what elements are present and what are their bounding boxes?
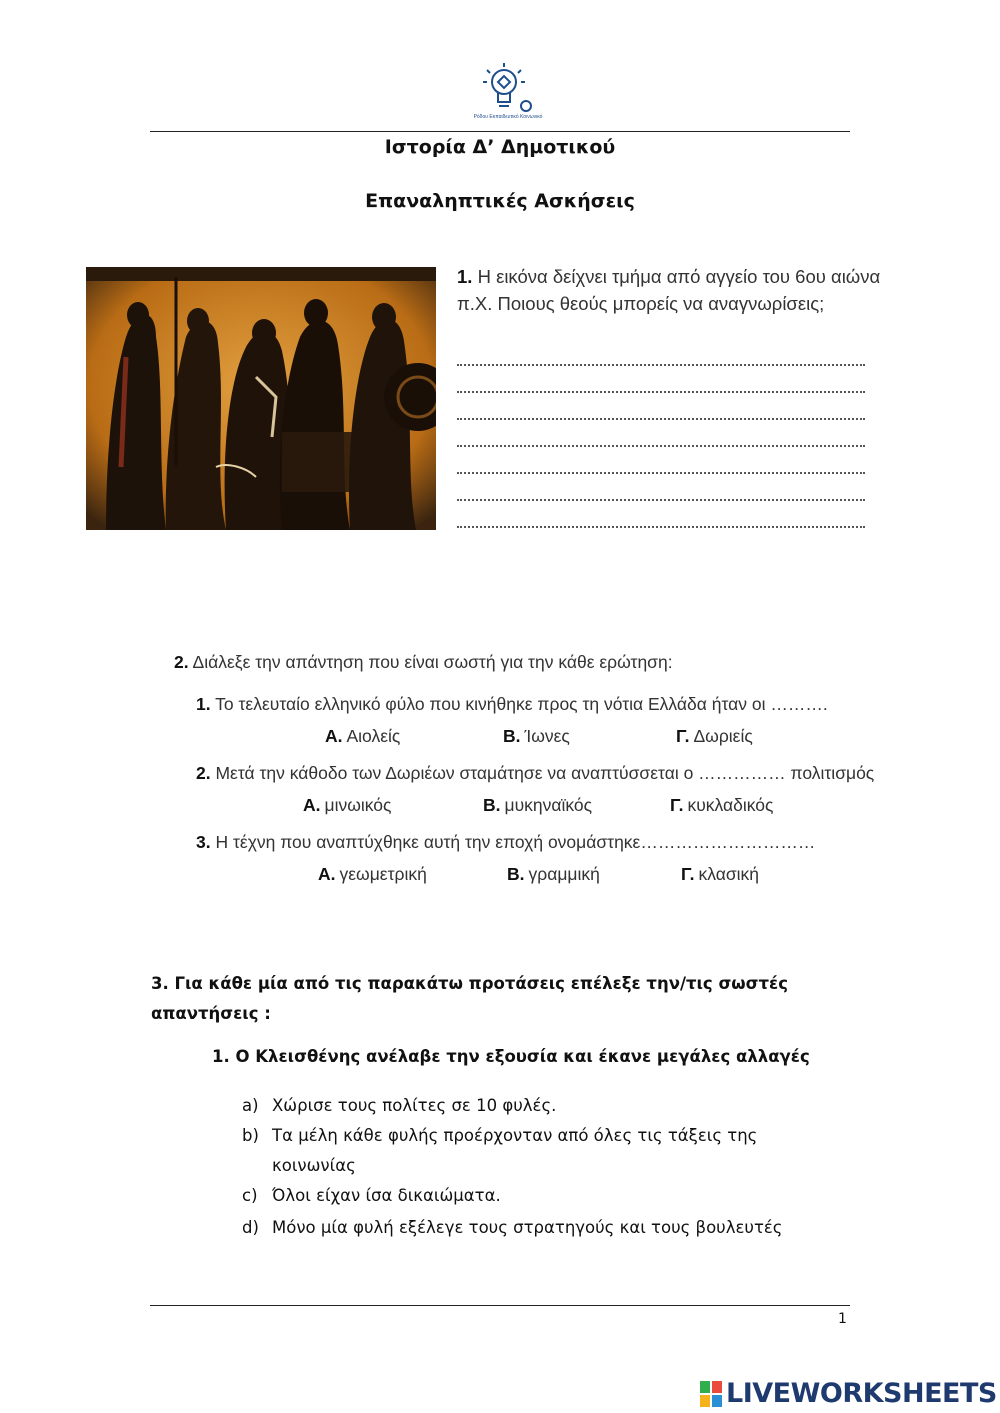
brand-text: LIVEWORKSHEETS	[726, 1378, 997, 1409]
liveworksheets-badge-icon	[700, 1381, 722, 1407]
answer-option[interactable]: Β. Ίωνες	[503, 726, 570, 746]
answer-line[interactable]	[457, 402, 865, 420]
exercise1-text: Η εικόνα δείχνει τμήμα από αγγείο του 6ου αιώνα π.Χ. Ποιους θεούς μπορείς να αναγνωρίσεις;	[457, 266, 881, 314]
answer-option[interactable]: Β. μυκηναϊκός	[483, 795, 593, 815]
answer-option[interactable]: Α. γεωμετρική	[318, 864, 427, 884]
choice-option[interactable]: a) Χώρισε τους πολίτες σε 10 φυλές.	[242, 1096, 557, 1115]
logo-caption: Ρόδου Εκπαιδευτικό Κοινωνικό	[473, 114, 543, 120]
answer-line[interactable]	[457, 483, 865, 501]
liveworksheets-logo	[700, 1378, 997, 1410]
answer-option[interactable]: Γ. κυκλαδικός	[670, 795, 774, 815]
choice-option[interactable]: d) Μόνο μία φυλή εξέλεγε τους στρατηγούς και τους βουλευτές	[242, 1218, 783, 1237]
answer-line[interactable]	[457, 348, 865, 366]
exercise1-question	[457, 263, 905, 317]
lightbulb-gear-icon	[468, 58, 548, 118]
vase-painting-image	[86, 267, 436, 530]
exercise3-statement: 1. Ο Κλεισθένης ανέλαβε την εξουσία και έκανε μεγάλες αλλαγές	[212, 1047, 810, 1066]
exercise2-instruction: 2. Διάλεξε την απάντηση που είναι σωστή για την κάθε ερώτηση:	[174, 652, 673, 672]
answer-option[interactable]: Α. Αιολείς	[325, 726, 401, 746]
page-number: 1	[838, 1311, 847, 1327]
school-logo	[468, 58, 548, 128]
exercise1-number: 1.	[457, 266, 473, 287]
exercise2-item: 1. Το τελευταίο ελληνικό φύλο που κινήθηκε προς τη νότια Ελλάδα ήταν οι ……….	[196, 694, 828, 714]
answer-option[interactable]: Γ. κλασική	[681, 864, 759, 884]
page-title: Ιστορία Δ’ Δημοτικού	[384, 136, 616, 158]
answer-line[interactable]	[457, 510, 865, 528]
answer-option[interactable]: Β. γραμμική	[507, 864, 600, 884]
footer-rule	[150, 1305, 850, 1306]
answer-line[interactable]	[457, 375, 865, 393]
answer-option[interactable]: Γ. Δωριείς	[676, 726, 753, 746]
exercise2-number: 2.	[174, 652, 189, 672]
answer-option[interactable]: Α. μινωικός	[303, 795, 392, 815]
choice-option[interactable]: c) Όλοι είχαν ίσα δικαιώματα.	[242, 1186, 501, 1205]
exercise2-item: 2. Μετά την κάθοδο των Δωριέων σταμάτησε να αναπτύσσεται ο …………… πολιτισμός	[196, 763, 875, 783]
answer-line[interactable]	[457, 429, 865, 447]
header-rule	[150, 131, 850, 132]
answer-line[interactable]	[457, 456, 865, 474]
exercise3-heading: 3. Για κάθε μία από τις παρακάτω προτάσεις επέλεξε την/τις σωστές απαντήσεις :	[151, 974, 788, 1023]
choice-option[interactable]: b) Τα μέλη κάθε φυλής προέρχονταν από όλες τις τάξεις της κοινωνίας	[242, 1126, 758, 1175]
page-subtitle: Επαναληπτικές Ασκήσεις	[365, 190, 635, 212]
exercise2-item: 3. Η τέχνη που αναπτύχθηκε αυτή την εποχή ονομάστηκε…………………………	[196, 832, 816, 852]
